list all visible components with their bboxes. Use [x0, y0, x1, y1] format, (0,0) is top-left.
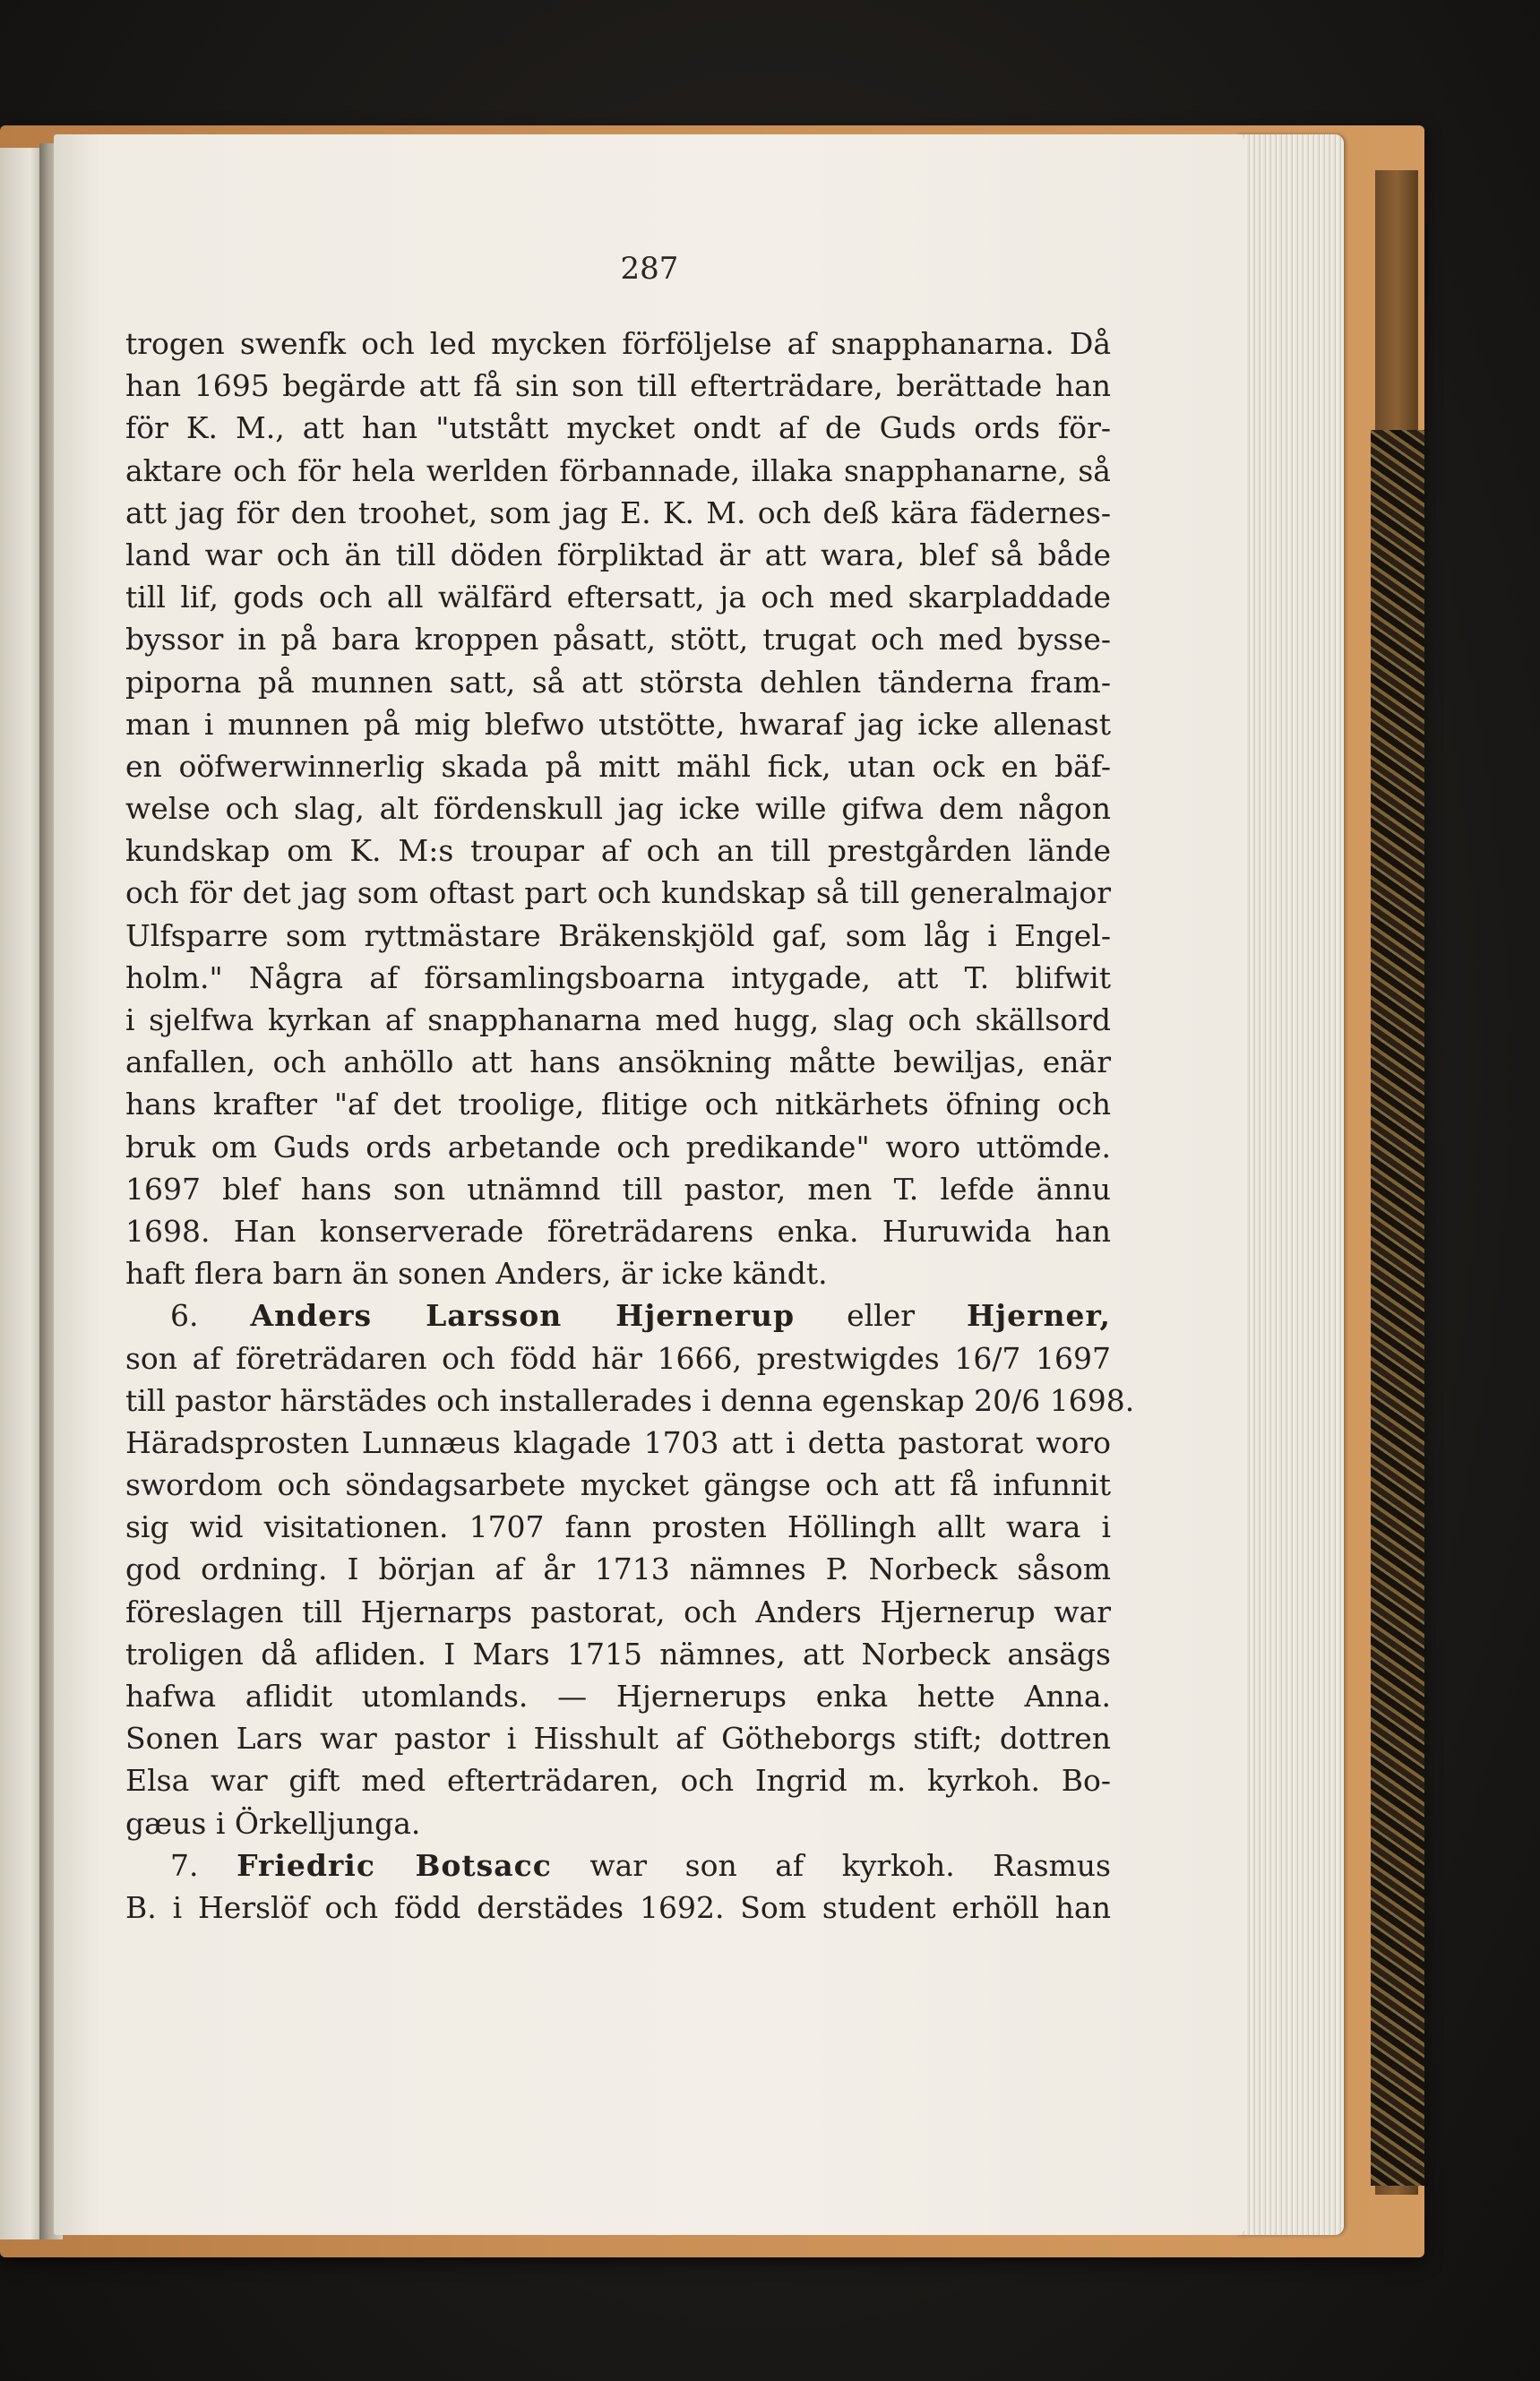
- left-page-edge: [0, 148, 43, 2239]
- text-line: sig wid visitationen. 1707 fann prosten Höllingh allt wara i: [125, 1509, 1111, 1545]
- text-line: kundskap om K. M:s troupar af och an till prestgården lände: [125, 833, 1111, 869]
- text-line: holm." Några af församlingsboarna intygade, att T. blifwit: [125, 959, 1111, 995]
- text-line: i sjelfwa kyrkan af snapphanarna med hugg, slag och skällsord: [125, 1002, 1111, 1037]
- entry-name: Anders Larsson Hjernerup: [250, 1298, 796, 1334]
- text-line: anfallen, och anhöllo att hans ansökning måtte bewiljas, enär: [125, 1044, 1111, 1080]
- text-line: piporna på munnen satt, så att största dehlen tänderna fram-: [125, 664, 1111, 700]
- text-line: 1697 blef hans son utnämnd till pastor, men T. lefde ännu: [125, 1171, 1111, 1207]
- text-line: hans krafter "af det troolige, flitige och nitkärhets öfning och: [125, 1087, 1111, 1122]
- text-line: han 1695 begärde att få sin son till efterträdare, berättade han: [125, 368, 1111, 404]
- text-line: till lif, gods och all wälfärd eftersatt, ja och med skarpladdade: [125, 580, 1111, 615]
- text-line: Sonen Lars war pastor i Hisshult af Götheborgs stift; dottren: [125, 1721, 1111, 1757]
- entry-name: Friedric Botsacc: [237, 1847, 552, 1883]
- page-stack-edge: [1236, 134, 1344, 2235]
- entry-heading-6: [125, 1294, 1111, 1337]
- text-line: god ordning. I början af år 1713 nämnes P. Norbeck såsom: [125, 1552, 1111, 1587]
- text-line: gæus i Örkelljunga.: [125, 1805, 421, 1841]
- text-line: en oöfwerwinnerlig skada på mitt mähl fick, utan ock en bäf-: [125, 748, 1111, 784]
- text-line: Elsa war gift med efterträdaren, och Ingrid m. kyrkoh. Bo-: [125, 1763, 1111, 1799]
- text-line: B. i Herslöf och född derstädes 1692. Som student erhöll han: [125, 1889, 1111, 1925]
- book-page: [54, 134, 1245, 2235]
- entry-number: 6.: [170, 1298, 199, 1334]
- text-line: föreslagen till Hjernarps pastorat, och Anders Hjernerup war: [125, 1594, 1111, 1629]
- text-line: byssor in på bara kroppen påsatt, stött, trugat och med bysse-: [125, 622, 1111, 658]
- text-line: Häradsprosten Lunnæus klagade 1703 att i detta pastorat woro: [125, 1424, 1111, 1460]
- entry-text: war son af kyrkoh. Rasmus: [589, 1847, 1111, 1883]
- text-line: troligen då afliden. I Mars 1715 nämnes, att Norbeck ansägs: [125, 1636, 1111, 1672]
- page-number: 287: [620, 251, 679, 287]
- text-line: man i munnen på mig blefwo utstötte, hwaraf jag icke allenast: [125, 706, 1111, 742]
- text-line: haft flera barn än sonen Anders, är icke kändt.: [125, 1256, 828, 1292]
- text-line: swordom och söndagsarbete mycket gängse och att få infunnit: [125, 1467, 1111, 1503]
- text-line: att jag för den troohet, som jag E. K. M. och deß kära fädernes-: [125, 494, 1111, 530]
- text-line: hafwa aflidit utomlands. — Hjernerups enka hette Anna.: [125, 1679, 1111, 1714]
- text-line: trogen swenfk och led mycken förföljelse af snapphanarna. Då: [125, 326, 1111, 361]
- text-line: till pastor härstädes och installerades i denna egenskap 20/6 1698.: [125, 1382, 1135, 1418]
- text-line: land war och än till döden förpliktad är att wara, blef så både: [125, 537, 1111, 572]
- text-line: för K. M., att han "utstått mycket ondt af de Guds ords för-: [125, 410, 1111, 446]
- entry-connector: eller: [847, 1298, 916, 1334]
- text-line: welse och slag, alt fördenskull jag icke wille gifwa dem någon: [125, 791, 1111, 827]
- text-line: Ulfsparre som ryttmästare Bräkenskjöld gaf, som låg i Engel-: [125, 917, 1111, 953]
- marbled-edge: [1371, 430, 1424, 2186]
- entry-alt-name: Hjerner,: [967, 1298, 1111, 1334]
- text-line: och för det jag som oftast part och kundskap så till generalmajor: [125, 875, 1111, 911]
- text-line: son af företrädaren och född här 1666, prestwigdes 16/7 1697: [125, 1340, 1111, 1376]
- entry-heading-7: [125, 1844, 1111, 1887]
- body-text: [125, 322, 1135, 1929]
- text-line: bruk om Guds ords arbetande och predikande" woro uttömde.: [125, 1129, 1111, 1165]
- entry-number: 7.: [170, 1847, 199, 1883]
- text-line: aktare och för hela werlden förbannade, illaka snapphanarne, så: [125, 452, 1111, 488]
- text-line: 1698. Han konserverade företrädarens enka. Huruwida han: [125, 1213, 1111, 1249]
